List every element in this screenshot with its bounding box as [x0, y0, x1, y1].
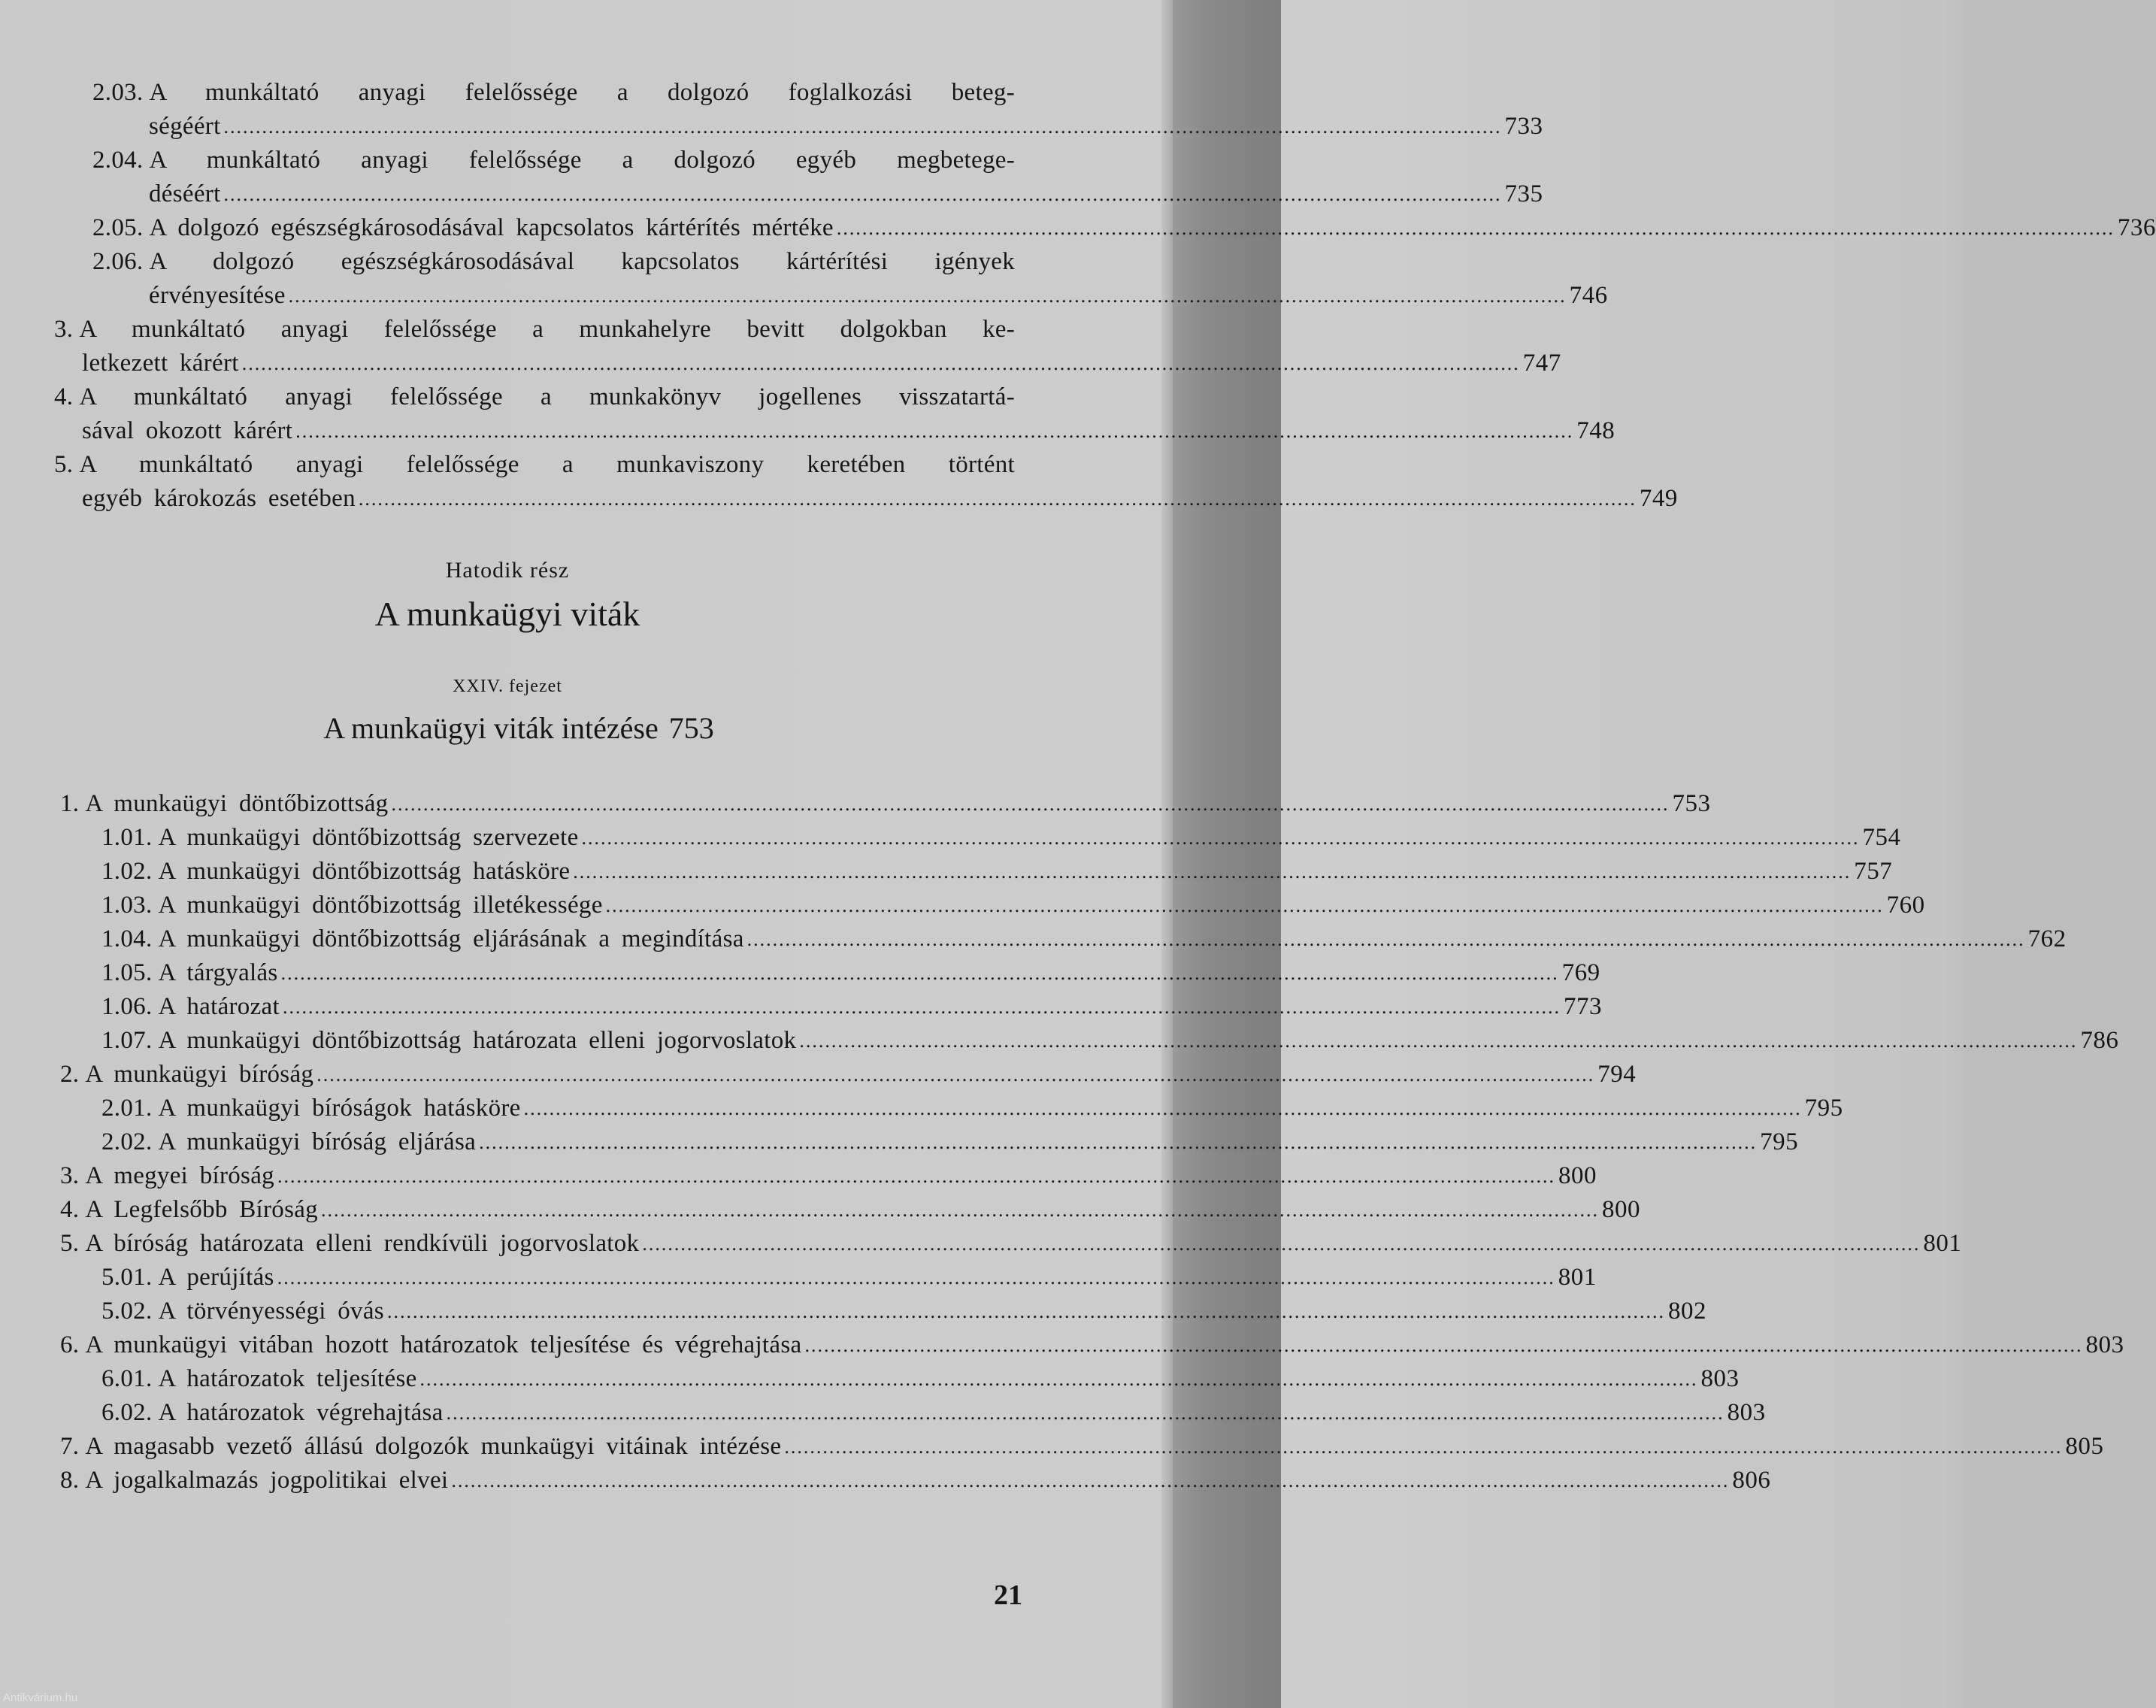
toc-entry-line — [60, 1058, 1637, 1092]
dot-leader: ........................................................................................................................................................................................................ — [804, 1334, 2083, 1356]
toc-entry-line — [60, 1464, 1771, 1498]
toc-entry-title — [92, 144, 1015, 177]
toc-entry-line — [60, 787, 1711, 821]
toc-page-number: 803 — [2085, 1331, 2124, 1358]
toc-entry-text: A munkaügyi bíróságok hatásköre — [158, 1095, 521, 1122]
toc-entry-text: A munkaügyi vitában hozott határozatok teljesítése és végrehajtása — [85, 1331, 802, 1358]
toc-entry-number: 1.06. — [101, 993, 153, 1020]
toc-entry-text: A határozat — [158, 993, 280, 1020]
toc-entry-line — [149, 177, 1543, 211]
toc-entry-number: 5.02. — [101, 1298, 153, 1325]
toc-entry-title — [60, 1058, 313, 1092]
dot-leader: ........................................................................................................................................................................................................ — [288, 285, 1567, 307]
dot-leader: ........................................................................................................................................................................................................ — [746, 928, 2025, 950]
toc-page-number: 736 — [2117, 214, 2156, 241]
toc-entry-title — [101, 1295, 384, 1328]
toc-entry-text: sával okozott kárért — [82, 417, 293, 444]
toc-entry-number: 1.03. — [101, 892, 153, 919]
dot-leader: ........................................................................................................................................................................................................ — [358, 488, 1637, 510]
toc-entry-number: 4. — [60, 1196, 80, 1223]
toc-entry-title — [101, 922, 744, 956]
toc-entry-title — [101, 1125, 476, 1159]
toc-entry-text: A munkáltató anyagi felelőssége a munkahelyre bevitt dolgokban ke- — [79, 316, 1015, 343]
toc-page-number: 753 — [1672, 790, 1711, 817]
toc-entry-number: 4. — [54, 383, 74, 410]
toc-entry-number: 7. — [60, 1433, 80, 1460]
dot-leader: ........................................................................................................................................................................................................ — [836, 217, 2115, 239]
toc-entry-text: A munkaügyi döntőbizottság — [85, 790, 389, 817]
toc-entry-text: A munkaügyi döntőbizottság hatásköre — [158, 858, 571, 885]
toc-entry-title — [101, 956, 278, 990]
chapter-page: 753 — [668, 711, 714, 745]
toc-entry-text: A Legfelsőbb Bíróság — [85, 1196, 318, 1223]
toc-entry-number: 2.02. — [101, 1128, 153, 1155]
page-number: 21 — [994, 1579, 1022, 1611]
dot-leader: ........................................................................................................................................................................................................ — [523, 1098, 1802, 1119]
toc-page-number: 749 — [1639, 485, 1678, 512]
toc-page-number: 754 — [1862, 824, 1901, 851]
toc-entry-text: ségéért — [149, 113, 221, 140]
toc-entry-title — [101, 990, 280, 1024]
toc-entry-number: 1.05. — [101, 959, 153, 986]
toc-entry-title — [92, 211, 834, 245]
dot-leader: ........................................................................................................................................................................................................ — [277, 1165, 1555, 1187]
toc-entry-number: 1.02. — [101, 858, 153, 885]
dot-leader: ........................................................................................................................................................................................................ — [280, 962, 1559, 984]
toc-page-number: 735 — [1504, 180, 1543, 207]
toc-entry-title — [54, 448, 1015, 482]
toc-entry-text: A tárgyalás — [158, 959, 278, 986]
dot-leader: ........................................................................................................................................................................................................ — [784, 1436, 2063, 1458]
toc-entry-text: A munkaügyi bíróság eljárása — [158, 1128, 477, 1155]
toc-entry-title — [149, 177, 221, 211]
toc-page-number: 801 — [1558, 1264, 1597, 1291]
dot-leader: ........................................................................................................................................................................................................ — [223, 183, 1502, 205]
toc-entry-text: A bíróság határozata elleni rendkívüli jogorvoslatok — [85, 1230, 640, 1257]
dot-leader: ........................................................................................................................................................................................................ — [451, 1470, 1730, 1491]
toc-entry-title — [149, 110, 221, 144]
toc-entry-number: 2.03. — [92, 79, 144, 106]
toc-entry-title — [149, 279, 286, 313]
toc-entry-line — [54, 380, 1015, 414]
toc-entry-number: 2.06. — [92, 248, 144, 275]
toc-page-number: 746 — [1569, 282, 1608, 309]
toc-entry-title — [60, 1193, 318, 1227]
toc-entry-number: 6.02. — [101, 1399, 153, 1426]
toc-entry-number: 6. — [60, 1331, 80, 1358]
dot-leader: ........................................................................................................................................................................................................ — [223, 116, 1502, 138]
toc-entry-line — [82, 482, 1678, 516]
toc-entry-number: 2.05. — [92, 214, 144, 241]
toc-entry-title — [101, 1362, 417, 1396]
toc-entry-title — [101, 1261, 274, 1295]
toc-entry-line — [149, 279, 1608, 313]
toc-entry-title — [82, 482, 356, 516]
toc-entry-number: 3. — [54, 316, 74, 343]
toc-entry-line — [54, 448, 1015, 482]
toc-entry-text: A határozatok teljesítése — [158, 1365, 417, 1392]
toc-entry-line — [101, 1362, 1740, 1396]
part-title: A munkaügyi viták — [374, 595, 640, 633]
toc-page-number: 795 — [1760, 1128, 1799, 1155]
toc-entry-number: 2.01. — [101, 1095, 153, 1122]
dot-leader: ........................................................................................................................................................................................................ — [282, 996, 1561, 1018]
toc-entry-line — [101, 855, 1893, 889]
toc-entry-number: 8. — [60, 1467, 80, 1494]
toc-entry-title — [101, 1024, 796, 1058]
dot-leader: ........................................................................................................................................................................................................ — [446, 1402, 1724, 1424]
watermark: Antikvárium.hu — [3, 1691, 78, 1704]
toc-entry-text: egyéb károkozás esetében — [82, 485, 356, 512]
toc-entry-text: A munkáltató anyagi felelőssége a munkakönyv jogellenes visszatartá- — [79, 383, 1015, 410]
toc-entry-line — [82, 414, 1615, 448]
dot-leader: ........................................................................................................................................................................................................ — [320, 1199, 1599, 1221]
toc-page-number: 802 — [1667, 1298, 1706, 1325]
toc-entry-number: 2. — [60, 1061, 80, 1088]
toc-entry-text: déséért — [149, 180, 221, 207]
toc-entry-title — [60, 1464, 448, 1498]
toc-entry-text: A perújítás — [158, 1264, 274, 1291]
toc-page-number: 800 — [1601, 1196, 1640, 1223]
toc-entry-title — [60, 1328, 801, 1362]
toc-entry-line — [101, 1295, 1706, 1328]
toc-entry-line — [60, 1159, 1597, 1193]
chapter-title-text: A munkaügyi viták intézése — [323, 711, 659, 745]
toc-entry-number: 5.01. — [101, 1264, 153, 1291]
toc-page-number: 748 — [1576, 417, 1615, 444]
toc-entry-text: A dolgozó egészségkárosodásával kapcsolatos kártérítés mértéke — [149, 214, 834, 241]
toc-entry-number: 6.01. — [101, 1365, 153, 1392]
toc-page-number: 806 — [1732, 1467, 1771, 1494]
toc-entry-line — [101, 922, 2067, 956]
toc-page-number: 803 — [1700, 1365, 1740, 1392]
toc-entry-text: A munkaügyi döntőbizottság határozata elleni jogorvoslatok — [158, 1027, 797, 1054]
toc-page-number: 800 — [1558, 1162, 1597, 1189]
toc-page-number: 795 — [1804, 1095, 1843, 1122]
toc-entry-line — [60, 1193, 1640, 1227]
toc-entry-line — [149, 110, 1543, 144]
dot-leader: ........................................................................................................................................................................................................ — [241, 353, 1520, 374]
toc-entry-line — [82, 347, 1561, 380]
toc-page-number: 786 — [2080, 1027, 2119, 1054]
toc-entry-line — [92, 144, 1015, 177]
toc-entry-text: A munkaügyi döntőbizottság szervezete — [158, 824, 579, 851]
toc-entry-line — [60, 1430, 2104, 1464]
toc-entry-number: 1. — [60, 790, 80, 817]
toc-entry-number: 2.04. — [92, 147, 144, 174]
toc-entry-line — [60, 1227, 1962, 1261]
toc-entry-title — [101, 855, 570, 889]
dot-leader: ........................................................................................................................................................................................................ — [581, 827, 1860, 849]
dot-leader: ........................................................................................................................................................................................................ — [799, 1030, 2078, 1052]
toc-entry-line — [101, 990, 1602, 1024]
toc-entry-text: A dolgozó egészségkárosodásával kapcsolatos kártérítési igények — [149, 248, 1015, 275]
dot-leader: ........................................................................................................................................................................................................ — [479, 1131, 1758, 1153]
toc-entry-title — [82, 414, 292, 448]
toc-entry-title — [101, 889, 603, 922]
toc-entry-line — [101, 1396, 1766, 1430]
toc-entry-number: 3. — [60, 1162, 80, 1189]
toc-entry-title — [101, 1092, 521, 1125]
toc-entry-title — [92, 245, 1015, 279]
dot-leader: ........................................................................................................................................................................................................ — [386, 1301, 1665, 1322]
toc-entry-line — [101, 889, 1925, 922]
toc-entry-title — [60, 1159, 274, 1193]
toc-page-number: 760 — [1886, 892, 1925, 919]
dot-leader: ........................................................................................................................................................................................................ — [573, 861, 1852, 883]
toc-entry-text: A munkáltató anyagi felelőssége a dolgozó foglalkozási beteg- — [149, 79, 1015, 106]
toc-entry-number: 1.01. — [101, 824, 153, 851]
toc-entry-number: 5. — [54, 451, 74, 478]
dot-leader: ........................................................................................................................................................................................................ — [277, 1267, 1555, 1289]
toc-entry-text: A jogalkalmazás jogpolitikai elvei — [85, 1467, 449, 1494]
toc-page-number: 794 — [1597, 1061, 1637, 1088]
toc-entry-text: A munkáltató anyagi felelőssége a munkaviszony keretében történt — [79, 451, 1015, 478]
toc-entry-line — [92, 245, 1015, 279]
toc-page-number: 762 — [2027, 925, 2067, 952]
toc-entry-text: érvényesítése — [149, 282, 286, 309]
toc-entry-number: 1.07. — [101, 1027, 153, 1054]
toc-page-number: 769 — [1561, 959, 1600, 986]
toc-entry-line — [60, 1328, 2124, 1362]
toc-entry-text: A határozatok végrehajtása — [158, 1399, 444, 1426]
dot-leader: ........................................................................................................................................................................................................ — [391, 793, 1670, 815]
toc-page-number: 803 — [1727, 1399, 1766, 1426]
toc-entry-title — [54, 380, 1015, 414]
toc-entry-line — [92, 76, 1015, 110]
toc-entry-title — [60, 1430, 781, 1464]
toc-entry-number: 5. — [60, 1230, 80, 1257]
toc-entry-line — [101, 956, 1600, 990]
toc-entry-text: A megyei bíróság — [85, 1162, 274, 1189]
toc-entry-text: A munkaügyi bíróság — [85, 1061, 314, 1088]
toc-page-number: 773 — [1563, 993, 1602, 1020]
toc-entry-text: A munkaügyi döntőbizottság eljárásának a megindítása — [158, 925, 744, 952]
toc-entry-title — [60, 1227, 639, 1261]
toc-entry-title — [60, 787, 388, 821]
dot-leader: ........................................................................................................................................................................................................ — [642, 1233, 1921, 1255]
toc-entry-text: A magasabb vezető állású dolgozók munkaügyi vitáinak intézése — [85, 1433, 782, 1460]
toc-page-number: 747 — [1522, 350, 1561, 377]
toc-page-number: 801 — [1923, 1230, 1962, 1257]
toc-page-number: 757 — [1854, 858, 1893, 885]
toc-entry-text: letkezett kárért — [82, 350, 239, 377]
toc-entry-line — [92, 211, 2156, 245]
part-label: Hatodik rész — [445, 558, 570, 583]
toc-entry-line — [101, 1092, 1843, 1125]
toc-page-number: 733 — [1504, 113, 1543, 140]
toc-entry-line — [101, 1125, 1799, 1159]
dot-leader: ........................................................................................................................................................................................................ — [605, 895, 1884, 916]
chapter-title — [0, 710, 1037, 746]
dot-leader: ........................................................................................................................................................................................................ — [419, 1368, 1698, 1390]
toc-entry-number: 1.04. — [101, 925, 153, 952]
toc-entry-text: A munkáltató anyagi felelőssége a dolgozó egyéb megbetege- — [149, 147, 1015, 174]
toc-entry-title — [82, 347, 239, 380]
chapter-label: XXIV. fejezet — [453, 677, 562, 696]
toc-entry-title — [101, 821, 579, 855]
toc-entry-title — [92, 76, 1015, 110]
toc-entry-text: A törvényességi óvás — [158, 1298, 384, 1325]
toc-entry-title — [54, 313, 1015, 347]
toc-entry-line — [54, 313, 1015, 347]
toc-entry-line — [101, 1261, 1597, 1295]
toc-entry-title — [101, 1396, 444, 1430]
toc-entry-line — [101, 821, 1901, 855]
toc-entry-line — [101, 1024, 2119, 1058]
dot-leader: ........................................................................................................................................................................................................ — [295, 420, 1574, 442]
dot-leader: ........................................................................................................................................................................................................ — [316, 1064, 1595, 1086]
toc-page-number: 805 — [2065, 1433, 2104, 1460]
toc-entry-text: A munkaügyi döntőbizottság illetékessége — [158, 892, 603, 919]
